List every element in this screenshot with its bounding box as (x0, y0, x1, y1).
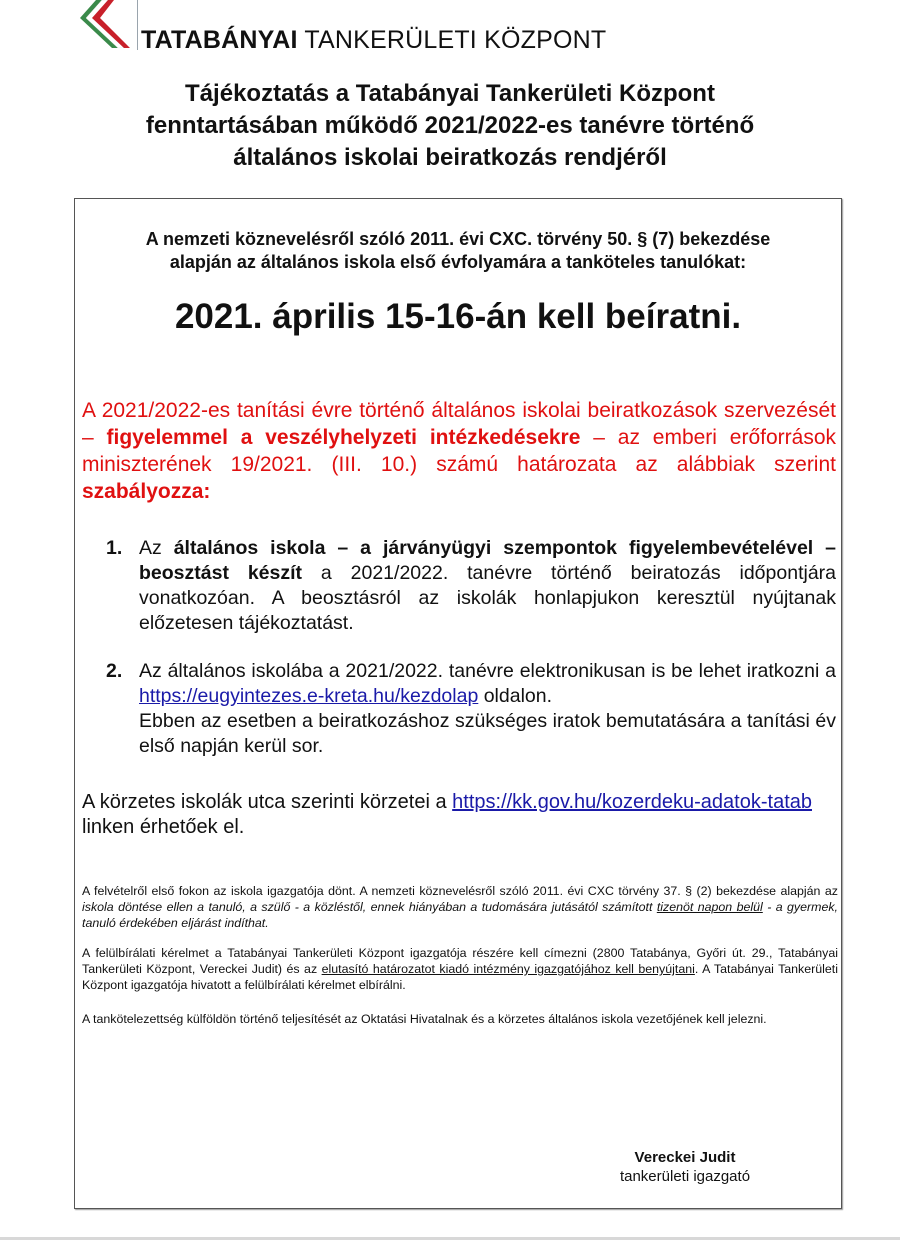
list-item (106, 536, 836, 636)
list-emphasis: általános iskola – a járványügyi szempontok figyelembevételével – beosztást készít (139, 537, 836, 584)
regulation-emphasis: figyelemmel a veszélyhelyzeti intézkedésekre (106, 426, 581, 449)
note-text: . A Tatabányai Tankerületi Központ igazgatója hivatott a felülbírálati kérelmet elbírálni. (82, 962, 839, 992)
title-line-1: Tájékoztatás a Tatabányai Tankerületi Központ (185, 80, 715, 107)
note-italic: - a gyermek, tanuló érdekében eljárást indíthat. (82, 900, 838, 930)
district-data-link[interactable]: https://kk.gov.hu/kozerdeku-adatok-tatab (452, 791, 812, 813)
list-text: Az (139, 537, 174, 559)
note-underlined: tizenöt napon belül (656, 900, 763, 914)
regulation-text: A 2021/2022-es tanítási évre történő általános iskolai beiratkozások szervezését – (82, 399, 836, 449)
abroad-obligation-note: A tankötelezettség külföldön történő teljesítését az Oktatási Hivatalnak és a körzetes általános iskola vezetőjének kell jelezni. (82, 1012, 767, 1026)
logo-separator (137, 0, 138, 50)
org-name-bold: TATABÁNYAI (141, 26, 298, 54)
legal-intro (75, 228, 841, 274)
note-italic: iskola döntése ellen a tanuló, a szülő - a közléstől, ennek hiányában a tudomására jutásától számított (82, 900, 657, 914)
list-extra-text: Ebben az esetben a beiratkozáshoz szükséges iratok bemutatására a tanítási év első napján kerül sor. (139, 710, 836, 757)
appeal-review-note (82, 945, 838, 993)
notice-box (74, 198, 842, 1209)
org-name-rest: TANKERÜLETI KÖZPONT (297, 26, 607, 54)
note-underlined: elutasító határozatot kiadó intézmény igazgatójához kell benyújtani (321, 962, 695, 976)
intro-line-2: alapján az általános iskola első évfolyamára a tanköteles tanulókat: (169, 252, 747, 272)
list-item (106, 659, 836, 759)
enrollment-date-headline: 2021. április 15-16-án kell beíratni. (174, 297, 742, 336)
signature-block (575, 1148, 795, 1186)
title-line-3: általános iskolai beiratkozás rendjéről (233, 144, 667, 171)
document-title (60, 78, 840, 174)
covid-regulation-paragraph (82, 397, 836, 505)
title-line-2: fenntartásában működő 2021/2022-es tanévre történő (145, 112, 755, 139)
signatory-role: tankerületi igazgató (619, 1168, 751, 1185)
e-kreta-enrollment-link[interactable]: https://eugyintezes.e-kreta.hu/kezdolap (139, 685, 479, 707)
intro-line-1: A nemzeti köznevelésről szóló 2011. évi CXC. törvény 50. § (7) bekezdése (145, 229, 771, 249)
list-text: a 2021/2022. tanévre történő beiratozás időpontjára vonatkozóan. A beosztásról az iskolák honlapjukon keresztül nyújtanak előzetesen tájékoztatást. (139, 562, 836, 634)
organization-name (141, 26, 606, 55)
note-text: A felülbírálati kérelmet a Tatabányai Tankerületi Központ igazgatója részére kell címezni (2800 Tatabánya, Győri út. 29., Tatabányai Tankerületi Központ, Vereckei Judit) és az (82, 946, 838, 976)
signatory-name: Vereckei Judit (634, 1149, 736, 1166)
district-text: A körzetes iskolák utca szerinti körzetei a (82, 791, 453, 813)
note-text: A felvételről első fokon az iskola igazgatója dönt. A nemzeti köznevelésről szóló 2011. évi CXC törvény 37. § (2) bekezdése alapján az (82, 884, 838, 898)
regulation-text: – az emberi erőforrások miniszterének 19/2021. (III. 10.) számú határozata az alábbiak szerint (82, 426, 836, 476)
regulation-emphasis: szabályozza: (82, 480, 211, 503)
list-number: 2. (106, 660, 123, 682)
appeal-first-instance-note (82, 883, 838, 931)
kk-ribbon-logo-icon (74, 0, 130, 48)
district-info (82, 790, 836, 840)
list-number: 1. (106, 537, 123, 559)
district-text: linken érhetőek el. (82, 816, 245, 838)
list-text: Az általános iskolába a 2021/2022. tanévre elektronikusan is be lehet iratkozni a (139, 660, 836, 682)
list-text: oldalon. (478, 685, 553, 707)
